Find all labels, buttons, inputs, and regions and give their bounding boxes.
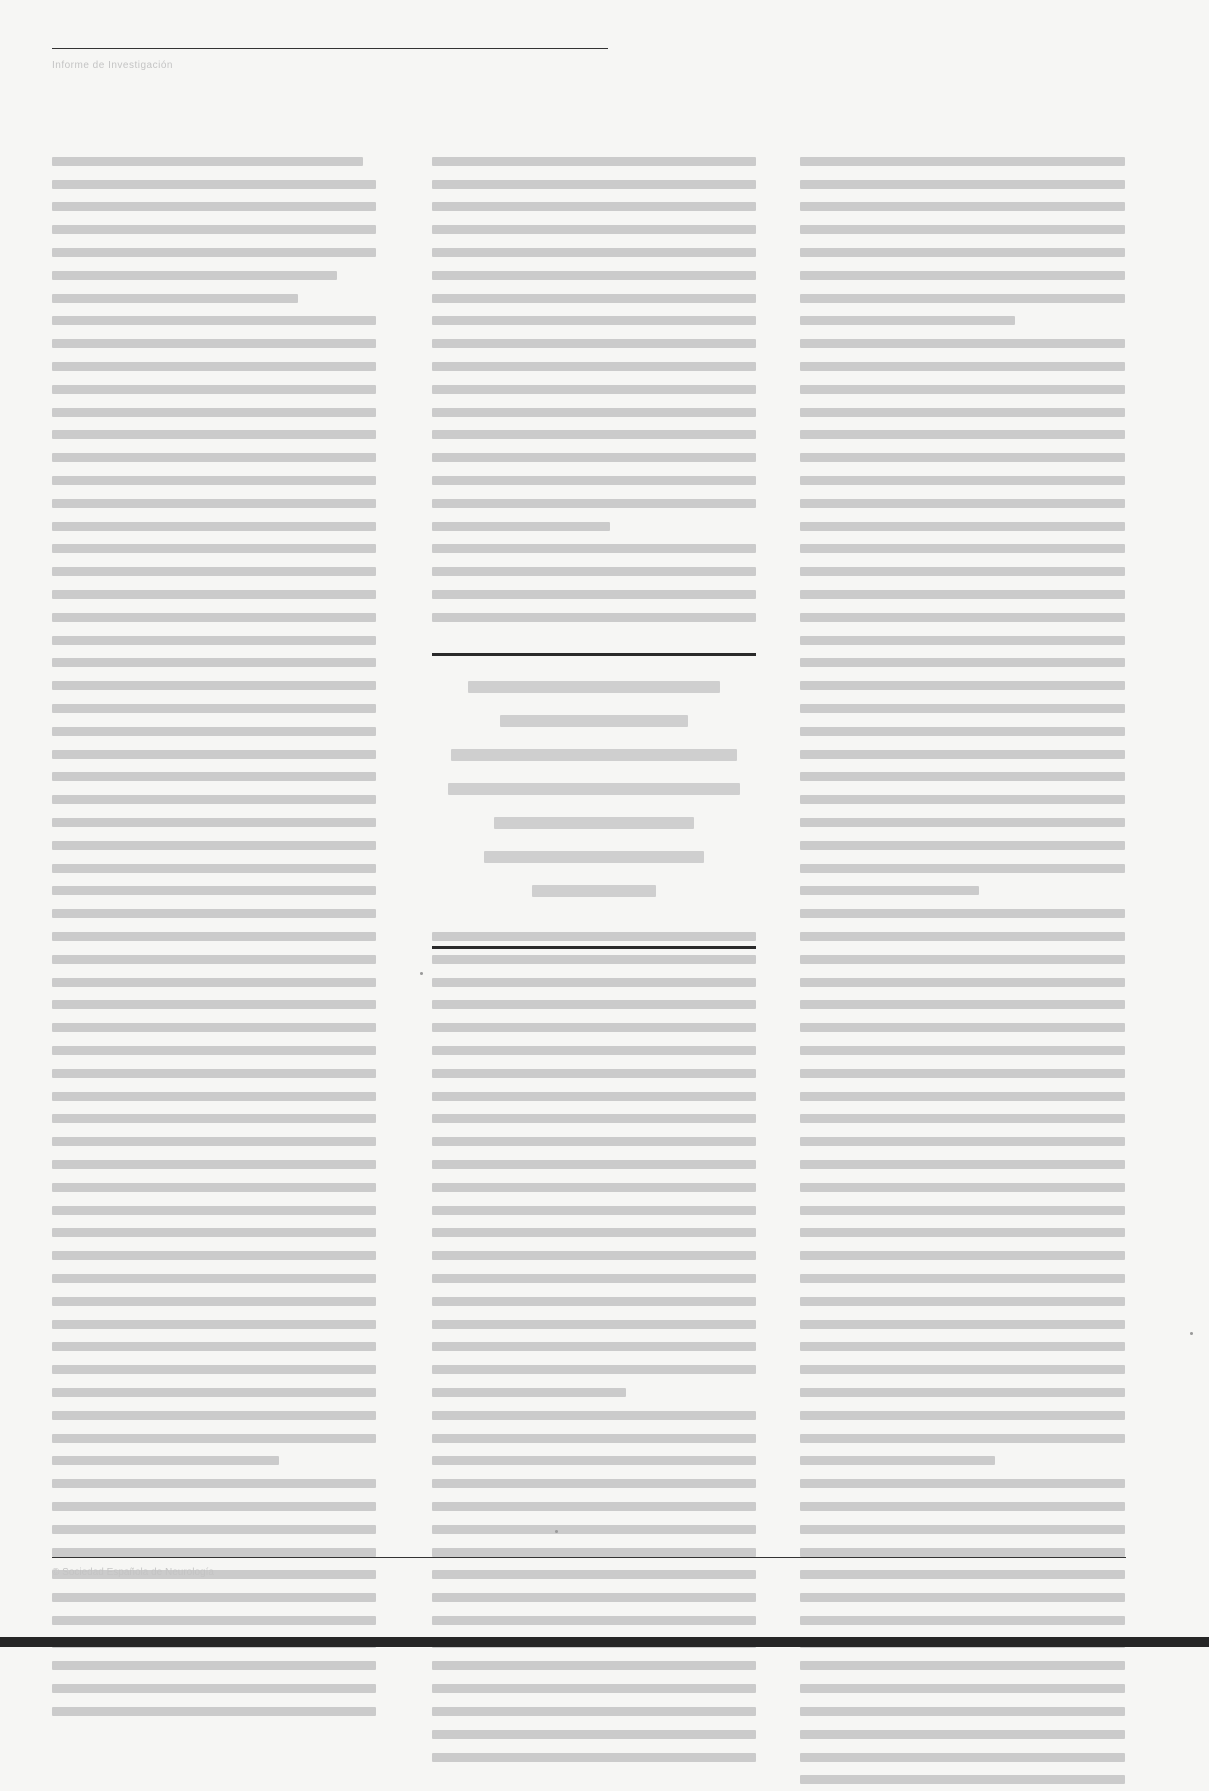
text-line bbox=[800, 1677, 1125, 1700]
text-line bbox=[800, 1609, 1125, 1632]
text-line bbox=[52, 720, 376, 743]
pull-quote-top-rule bbox=[432, 653, 756, 656]
text-line bbox=[432, 1655, 756, 1678]
text-line bbox=[432, 948, 756, 971]
scan-speck bbox=[1190, 1332, 1193, 1335]
footer-text: © Sociedad Española de Neurología bbox=[52, 1567, 214, 1578]
text-line bbox=[52, 1016, 376, 1039]
text-line bbox=[800, 150, 1125, 173]
text-line bbox=[432, 1267, 756, 1290]
text-line bbox=[432, 1016, 756, 1039]
text-line bbox=[800, 1153, 1125, 1176]
text-line bbox=[52, 1039, 376, 1062]
text-line bbox=[52, 1677, 376, 1700]
text-line bbox=[52, 1609, 376, 1632]
text-line bbox=[432, 355, 756, 378]
text-line bbox=[52, 925, 376, 948]
text-line bbox=[432, 1381, 756, 1404]
text-line bbox=[52, 1153, 376, 1176]
text-line bbox=[800, 1199, 1125, 1222]
text-line bbox=[52, 401, 376, 424]
header-rule bbox=[52, 48, 608, 49]
text-line bbox=[432, 401, 756, 424]
text-line bbox=[800, 424, 1125, 447]
text-line bbox=[800, 606, 1125, 629]
text-line bbox=[800, 1313, 1125, 1336]
text-line bbox=[432, 424, 756, 447]
text-line bbox=[432, 1176, 756, 1199]
text-line bbox=[432, 971, 756, 994]
text-line bbox=[800, 1267, 1125, 1290]
text-line bbox=[52, 1495, 376, 1518]
text-line bbox=[800, 332, 1125, 355]
text-line bbox=[800, 1563, 1125, 1586]
text-line bbox=[52, 1518, 376, 1541]
text-line bbox=[800, 287, 1125, 310]
pull-quote-line bbox=[432, 772, 756, 806]
text-line bbox=[52, 1085, 376, 1108]
text-line bbox=[52, 857, 376, 880]
text-line bbox=[52, 1381, 376, 1404]
text-line bbox=[432, 1358, 756, 1381]
text-line bbox=[800, 218, 1125, 241]
text-line bbox=[432, 196, 756, 219]
text-line bbox=[52, 993, 376, 1016]
text-line bbox=[800, 1518, 1125, 1541]
text-line bbox=[800, 720, 1125, 743]
text-line bbox=[432, 1677, 756, 1700]
text-column-2 bbox=[432, 150, 756, 1769]
scan-bottom-edge bbox=[0, 1637, 1209, 1647]
text-line bbox=[800, 1130, 1125, 1153]
text-line bbox=[800, 1449, 1125, 1472]
pull-quote-line bbox=[432, 874, 756, 908]
text-line bbox=[52, 515, 376, 538]
text-line bbox=[800, 241, 1125, 264]
text-line bbox=[52, 1199, 376, 1222]
text-line bbox=[52, 1472, 376, 1495]
text-line bbox=[52, 1358, 376, 1381]
text-line bbox=[432, 993, 756, 1016]
text-line bbox=[800, 1655, 1125, 1678]
text-line bbox=[432, 1723, 756, 1746]
text-line bbox=[432, 469, 756, 492]
text-line bbox=[52, 1541, 376, 1564]
text-line bbox=[800, 1176, 1125, 1199]
text-line bbox=[800, 948, 1125, 971]
text-line bbox=[52, 1290, 376, 1313]
text-line bbox=[800, 1541, 1125, 1564]
text-line bbox=[800, 629, 1125, 652]
text-line bbox=[800, 1472, 1125, 1495]
text-line bbox=[800, 1427, 1125, 1450]
text-line bbox=[800, 697, 1125, 720]
text-line bbox=[52, 1427, 376, 1450]
text-line bbox=[800, 264, 1125, 287]
text-column-3 bbox=[800, 150, 1125, 1791]
text-line bbox=[432, 1062, 756, 1085]
text-line bbox=[432, 287, 756, 310]
text-line bbox=[52, 652, 376, 675]
text-line bbox=[432, 1746, 756, 1769]
text-line bbox=[52, 424, 376, 447]
text-line bbox=[800, 971, 1125, 994]
text-line bbox=[52, 355, 376, 378]
text-line bbox=[432, 264, 756, 287]
text-line bbox=[52, 743, 376, 766]
text-line bbox=[432, 378, 756, 401]
text-line bbox=[800, 925, 1125, 948]
text-line bbox=[800, 310, 1125, 333]
text-line bbox=[52, 378, 376, 401]
text-line bbox=[800, 1358, 1125, 1381]
text-line bbox=[52, 834, 376, 857]
text-line bbox=[432, 1518, 756, 1541]
text-line bbox=[432, 1404, 756, 1427]
text-line bbox=[432, 1039, 756, 1062]
text-line bbox=[432, 1609, 756, 1632]
text-line bbox=[432, 1563, 756, 1586]
text-line bbox=[432, 218, 756, 241]
text-line bbox=[432, 1472, 756, 1495]
text-line bbox=[52, 287, 376, 310]
text-line bbox=[432, 1495, 756, 1518]
text-line bbox=[52, 1267, 376, 1290]
text-line bbox=[432, 1221, 756, 1244]
text-line bbox=[432, 1153, 756, 1176]
text-line bbox=[432, 1586, 756, 1609]
text-line bbox=[800, 1062, 1125, 1085]
text-line bbox=[432, 1427, 756, 1450]
pull-quote-line bbox=[432, 840, 756, 874]
footer-rule bbox=[52, 1557, 1126, 1558]
text-line bbox=[800, 743, 1125, 766]
text-line bbox=[52, 1586, 376, 1609]
text-line bbox=[52, 218, 376, 241]
text-line bbox=[800, 538, 1125, 561]
text-line bbox=[52, 766, 376, 789]
text-line bbox=[800, 1586, 1125, 1609]
text-line bbox=[432, 492, 756, 515]
text-line bbox=[432, 1107, 756, 1130]
text-line bbox=[432, 446, 756, 469]
text-line bbox=[432, 1449, 756, 1472]
text-line bbox=[432, 1199, 756, 1222]
text-line bbox=[52, 788, 376, 811]
pull-quote-line bbox=[432, 806, 756, 840]
text-line bbox=[800, 1244, 1125, 1267]
pull-quote-bottom-rule bbox=[432, 946, 756, 949]
text-line bbox=[800, 1039, 1125, 1062]
text-line bbox=[800, 1290, 1125, 1313]
text-line bbox=[800, 469, 1125, 492]
text-line bbox=[800, 811, 1125, 834]
text-line bbox=[52, 674, 376, 697]
text-line bbox=[52, 1655, 376, 1678]
text-line bbox=[432, 515, 756, 538]
scan-speck bbox=[555, 1530, 558, 1533]
text-line bbox=[432, 1313, 756, 1336]
text-line bbox=[52, 1244, 376, 1267]
text-line bbox=[800, 652, 1125, 675]
text-line bbox=[52, 446, 376, 469]
text-line bbox=[432, 332, 756, 355]
pull-quote-line bbox=[432, 670, 756, 704]
text-line bbox=[52, 538, 376, 561]
text-line bbox=[432, 150, 756, 173]
text-line bbox=[432, 1700, 756, 1723]
running-head: Informe de Investigación bbox=[52, 60, 173, 71]
text-line bbox=[432, 583, 756, 606]
text-line bbox=[432, 560, 756, 583]
text-line bbox=[800, 515, 1125, 538]
text-line bbox=[800, 492, 1125, 515]
text-line bbox=[52, 1335, 376, 1358]
text-line bbox=[52, 150, 376, 173]
text-line bbox=[52, 1130, 376, 1153]
text-line bbox=[800, 1221, 1125, 1244]
text-line bbox=[800, 196, 1125, 219]
text-line bbox=[52, 332, 376, 355]
text-line bbox=[52, 902, 376, 925]
text-line bbox=[800, 857, 1125, 880]
text-line bbox=[432, 538, 756, 561]
text-line bbox=[800, 355, 1125, 378]
text-line bbox=[52, 948, 376, 971]
text-line bbox=[432, 173, 756, 196]
text-line bbox=[800, 902, 1125, 925]
text-line bbox=[432, 1335, 756, 1358]
text-line bbox=[52, 1221, 376, 1244]
text-line bbox=[432, 1085, 756, 1108]
text-line bbox=[52, 1404, 376, 1427]
text-line bbox=[52, 1107, 376, 1130]
text-line bbox=[800, 1381, 1125, 1404]
text-line bbox=[52, 469, 376, 492]
text-line bbox=[432, 1541, 756, 1564]
text-line bbox=[52, 1062, 376, 1085]
text-line bbox=[52, 1700, 376, 1723]
text-line bbox=[52, 697, 376, 720]
text-line bbox=[52, 629, 376, 652]
text-line bbox=[432, 925, 756, 948]
text-line bbox=[800, 1335, 1125, 1358]
text-line bbox=[52, 1449, 376, 1472]
text-line bbox=[52, 811, 376, 834]
text-line bbox=[52, 1176, 376, 1199]
text-line bbox=[800, 766, 1125, 789]
text-line bbox=[52, 971, 376, 994]
text-line bbox=[800, 1016, 1125, 1039]
text-line bbox=[432, 241, 756, 264]
text-line bbox=[52, 1313, 376, 1336]
text-line bbox=[800, 1085, 1125, 1108]
text-line bbox=[800, 674, 1125, 697]
text-line bbox=[52, 560, 376, 583]
text-line bbox=[800, 583, 1125, 606]
text-line bbox=[800, 446, 1125, 469]
text-line bbox=[800, 1769, 1125, 1791]
text-line bbox=[800, 834, 1125, 857]
text-line bbox=[52, 173, 376, 196]
text-line bbox=[800, 993, 1125, 1016]
text-column-1 bbox=[52, 150, 376, 1723]
text-line bbox=[52, 492, 376, 515]
text-line bbox=[432, 1290, 756, 1313]
text-line bbox=[432, 1244, 756, 1267]
text-line bbox=[800, 173, 1125, 196]
text-line bbox=[800, 788, 1125, 811]
text-line bbox=[432, 310, 756, 333]
text-line bbox=[800, 560, 1125, 583]
pull-quote bbox=[432, 670, 756, 908]
text-line bbox=[800, 1723, 1125, 1746]
text-line bbox=[52, 241, 376, 264]
text-line bbox=[800, 401, 1125, 424]
text-line bbox=[52, 880, 376, 903]
text-line bbox=[52, 264, 376, 287]
pull-quote-line bbox=[432, 704, 756, 738]
text-line bbox=[800, 880, 1125, 903]
text-line bbox=[432, 606, 756, 629]
scan-speck bbox=[420, 972, 423, 975]
text-line bbox=[800, 1107, 1125, 1130]
text-line bbox=[800, 1404, 1125, 1427]
text-line bbox=[52, 606, 376, 629]
text-line bbox=[800, 1746, 1125, 1769]
text-line bbox=[52, 583, 376, 606]
text-line bbox=[52, 196, 376, 219]
pull-quote-line bbox=[432, 738, 756, 772]
text-line bbox=[800, 378, 1125, 401]
text-line bbox=[800, 1700, 1125, 1723]
text-line bbox=[800, 1495, 1125, 1518]
text-line bbox=[52, 310, 376, 333]
text-line bbox=[432, 1130, 756, 1153]
